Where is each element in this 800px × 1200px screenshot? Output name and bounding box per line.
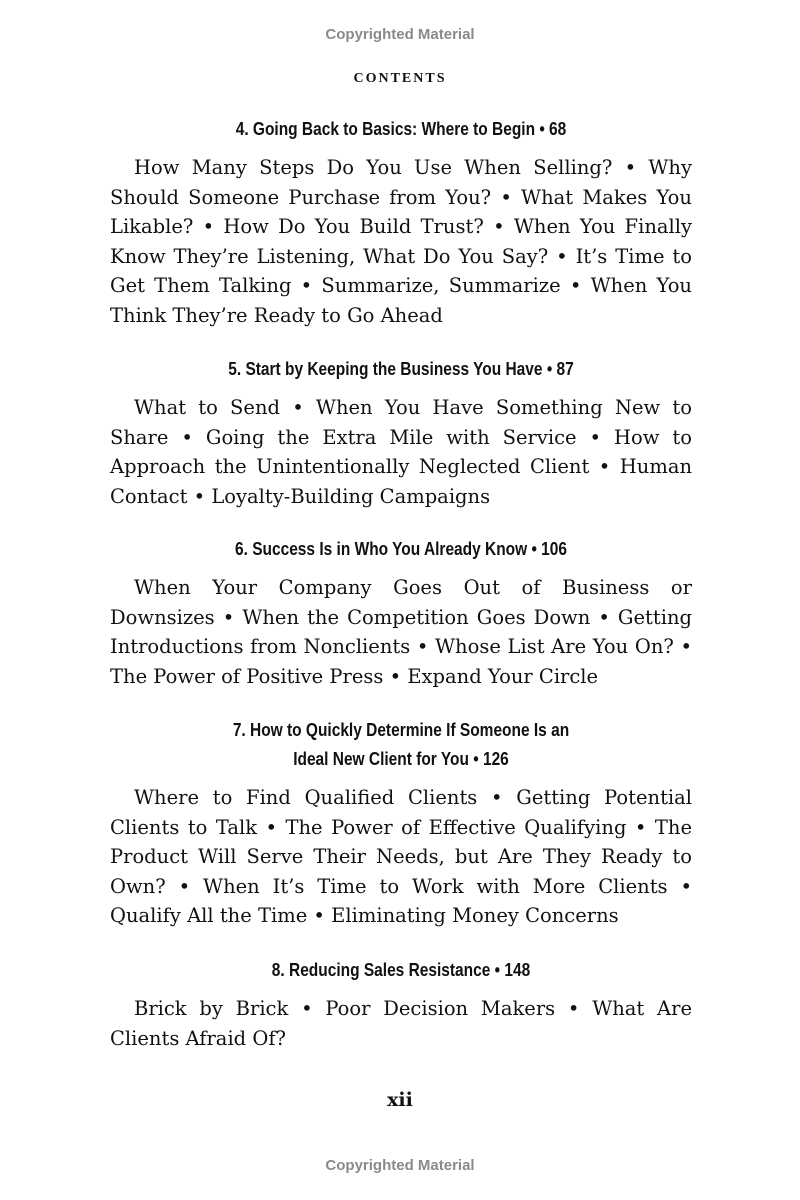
chapter-summary: Where to Find Qualified Clients • Getting Potential Clients to Talk • The Power of Effective Qualifying • The Product Will Serve Their Needs, but Are They Ready to Own? • When It’s Time to Work with More Clients • Qualify All the Time • Eliminating Money Concerns <box>110 786 692 927</box>
running-head: CONTENTS <box>353 71 447 86</box>
chapter-heading-line-1: 7. How to Quickly Determine If Someone Is an <box>232 720 570 740</box>
chapter-heading: 5. Start by Keeping the Business You Have • 87 <box>228 359 574 379</box>
chapter-entry-6 <box>110 535 692 691</box>
page-number: xii <box>387 1089 413 1111</box>
chapter-summary: What to Send • When You Have Something New to Share • Going the Extra Mile with Service • How to Approach the Unintentionally Neglected Client • Human Contact • Loyalty-Building Campaigns <box>110 396 692 508</box>
chapter-summary: Brick by Brick • Poor Decision Makers • What Are Clients Afraid Of? <box>110 997 692 1050</box>
chapter-summary: When Your Company Goes Out of Business or Downsizes • When the Competition Goes Down • Getting Introductions from Nonclients • Whose List Are You On? • The Power of Positive Press • Expand Your Circle <box>110 576 692 688</box>
chapter-heading: 8. Reducing Sales Resistance • 148 <box>271 960 531 980</box>
chapter-entry-5 <box>110 355 692 511</box>
chapter-entry-4 <box>110 115 692 330</box>
chapter-entry-7 <box>110 716 692 931</box>
chapter-heading: 4. Going Back to Basics: Where to Begin • 68 <box>235 119 567 139</box>
chapter-entry-8 <box>110 956 692 1053</box>
chapter-heading-line-2: Ideal New Client for You • 126 <box>293 749 509 769</box>
copyright-watermark-top: Copyrighted Material <box>325 26 475 43</box>
chapter-heading: 6. Success Is in Who You Already Know • 106 <box>234 539 568 559</box>
chapter-summary: How Many Steps Do You Use When Selling? • Why Should Someone Purchase from You? • What Makes You Likable? • How Do You Build Trust? • When You Finally Know They’re Listening, What Do You Say? • It’s Time to Get Them Talking • Summarize, Summarize • When You Think They’re Ready to Go Ahead <box>110 156 692 327</box>
copyright-watermark-bottom: Copyrighted Material <box>325 1157 475 1174</box>
